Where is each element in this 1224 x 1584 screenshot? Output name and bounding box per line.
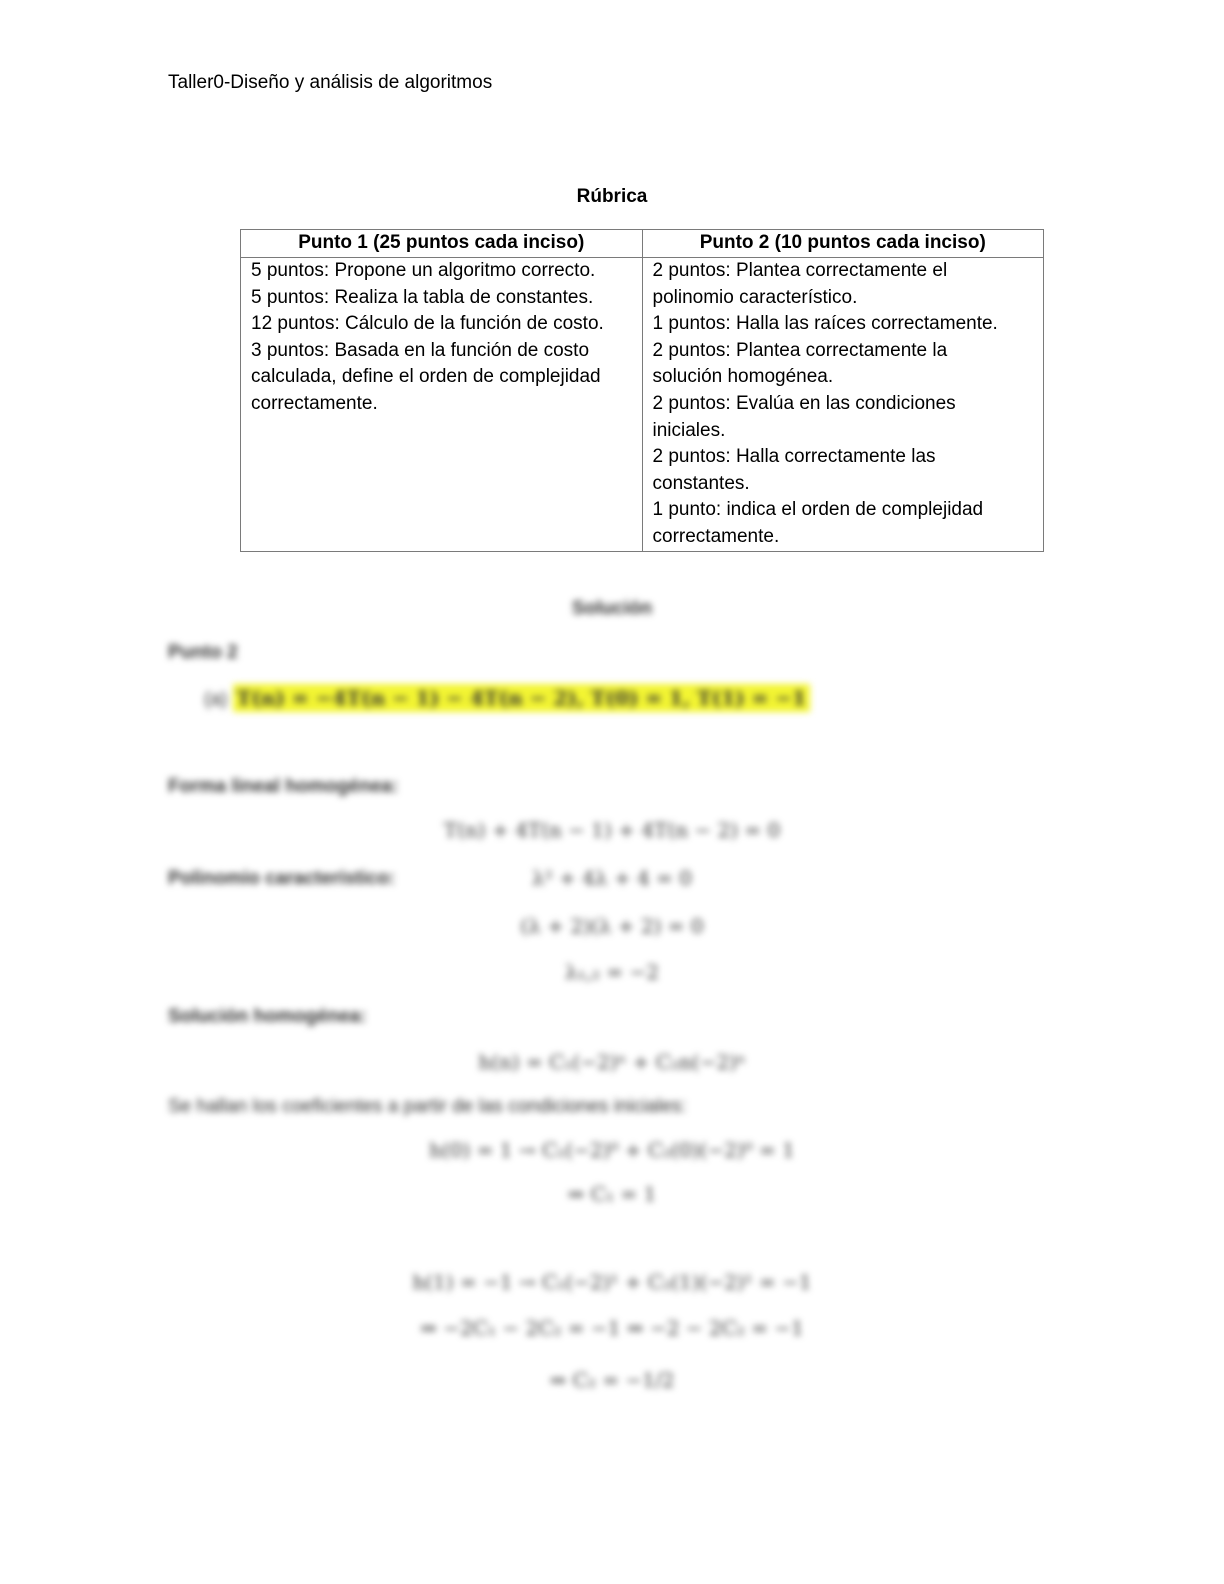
poly-equation-1: λ² + 4λ + 4 = 0 [532,866,692,890]
rubric-body-row [241,258,1044,552]
forma-equation: T(n) + 4T(n − 1) + 4T(n − 2) = 0 [443,818,781,842]
rubric-line: constantes. [652,472,750,494]
coef-equation-2: ⇒ C₁ = 1 [567,1182,657,1206]
coef-equation-3: h(1) = −1 → C₁(−2)¹ + C₂(1)(−2)¹ = −1 [412,1270,812,1294]
rubric-line: 2 puntos: Plantea correctamente el [652,260,948,281]
page-header: Taller0-Diseño y análisis de algoritmos [168,72,493,93]
rubric-line: correctamente. [251,392,378,414]
highlighted-recurrence: T(n) = −4T(n − 1) − 4T(n − 2), T(0) = 1, T(1) = −1 [233,684,810,712]
poly-equation-3: λ₁,₂ = −2 [564,960,660,984]
rubric-line: 1 punto: indica el orden de complejidad [652,499,984,521]
rubric-title: Rúbrica [576,186,648,207]
item-letter: (a) [204,689,228,710]
rubric-cell-punto-1 [241,258,643,552]
coef-equation-4: ⇒ −2C₁ − 2C₂ = −1 ⇒ −2 − 2C₂ = −1 [420,1316,804,1340]
rubric-line: 1 puntos: Halla las raíces correctamente. [652,313,998,335]
rubric-line: 2 puntos: Halla correctamente las [652,446,936,468]
rubric-line: 2 puntos: Plantea correctamente la [652,339,948,361]
rubric-line: polinomio característico. [652,286,858,308]
rubric-line: 3 puntos: Basada en la función de costo [251,339,590,361]
rubric-line: calculada, define el orden de complejidad [251,366,601,388]
rubric-cell-punto-2 [642,258,1044,552]
rubric-table [240,229,1044,552]
coef-equation-1: h(0) = 1 → C₁(−2)⁰ + C₂(0)(−2)⁰ = 1 [429,1138,795,1162]
homog-equation: h(n) = C₁(−2)ⁿ + C₂n(−2)ⁿ [478,1050,746,1074]
rubric-line: solución homogénea. [652,366,834,388]
rubric-line: 2 puntos: Evalúa en las condiciones [652,392,956,414]
rubric-header-row [241,230,1044,258]
rubric-line: 5 puntos: Realiza la tabla de constantes. [251,286,594,308]
rubric-line: 12 puntos: Cálculo de la función de costo. [251,313,604,335]
coef-equation-5: ⇒ C₂ = −1/2 [549,1368,675,1392]
rubric-line: correctamente. [652,525,780,547]
poly-label: Polinomio característico: [168,868,396,889]
poly-equation-2: (λ + 2)(λ + 2) = 0 [520,914,704,938]
coef-label: Se hallan los coeficientes a partir de las condiciones iniciales: [168,1096,687,1117]
rubric-col-heading-2: Punto 2 (10 puntos cada inciso) [642,230,1044,258]
solution-punto-label: Punto 2 [168,642,238,663]
solution-title: Solución [571,598,653,619]
homog-label: Solución homogénea: [168,1006,367,1027]
rubric-line: 5 puntos: Propone un algoritmo correcto. [251,260,596,281]
solution-item-a [204,686,810,711]
forma-label: Forma lineal homogénea: [168,776,399,797]
rubric-line: iniciales. [652,419,726,441]
rubric-col-heading-1: Punto 1 (25 puntos cada inciso) [241,230,643,258]
